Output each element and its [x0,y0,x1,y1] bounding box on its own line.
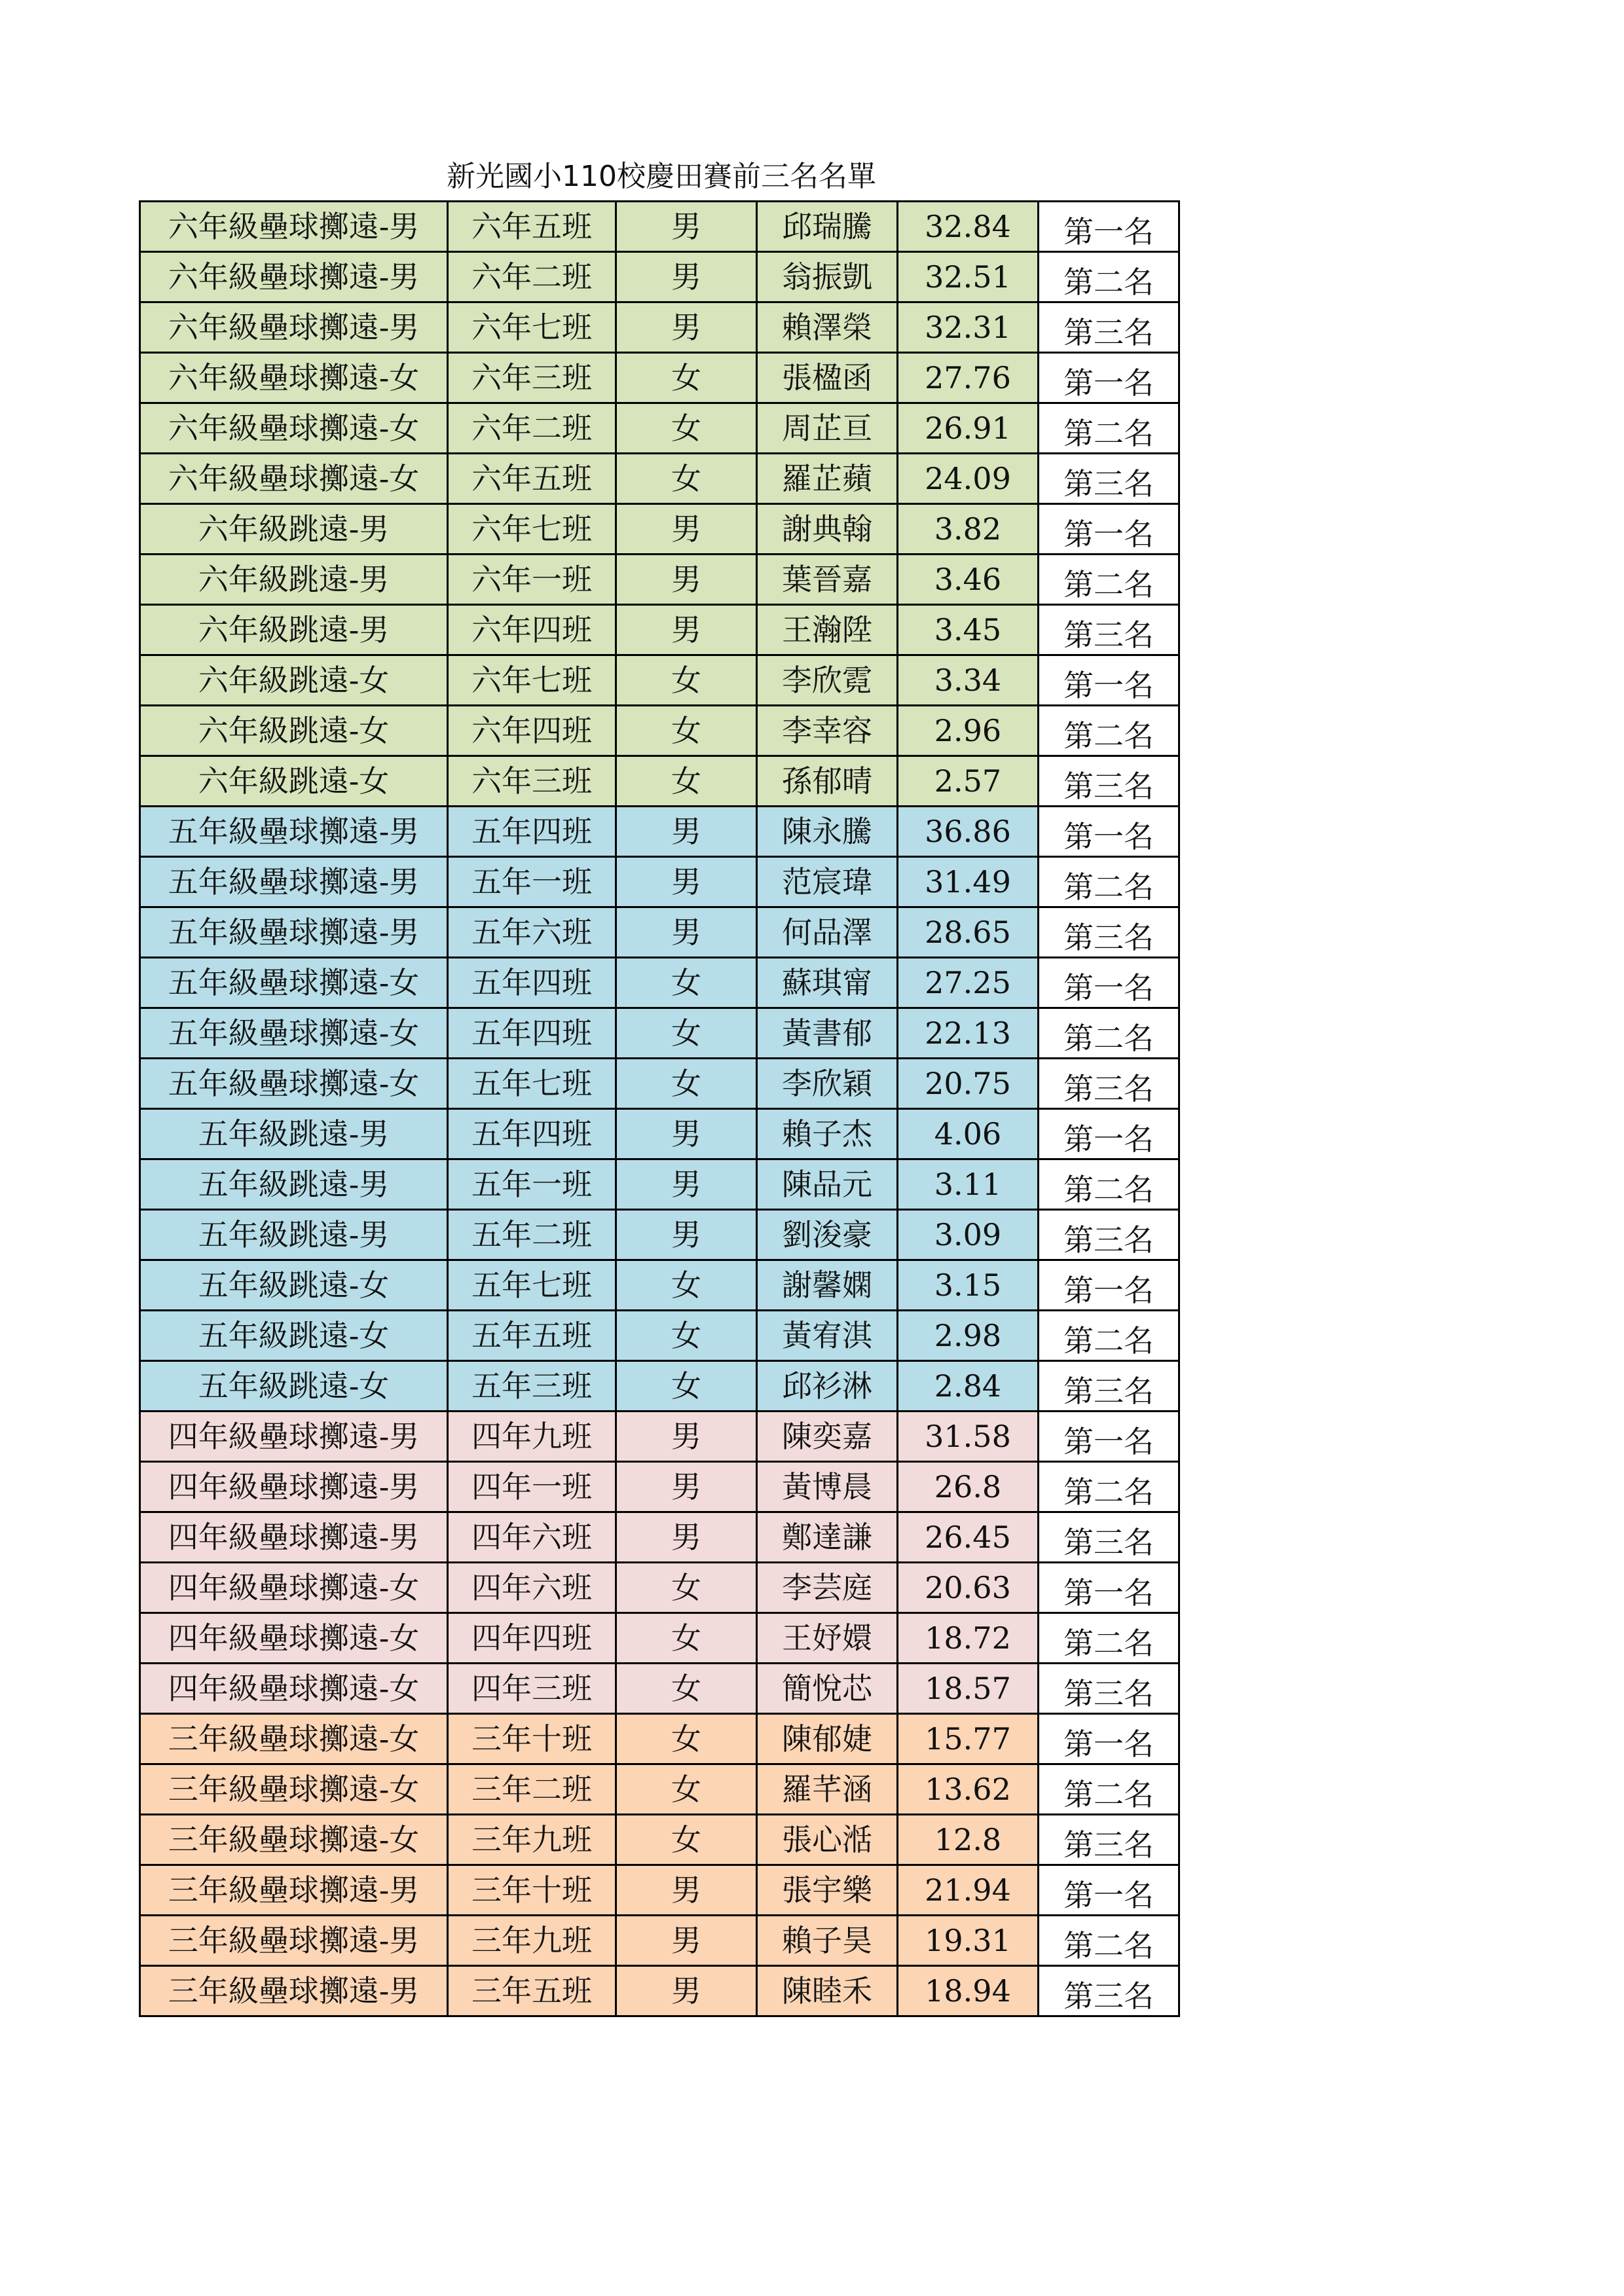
score-cell: 3.15 [898,1260,1039,1311]
event-cell: 六年級跳遠-男 [140,555,448,605]
event-cell: 五年級跳遠-女 [140,1311,448,1361]
student-name-cell: 謝馨嫻 [757,1260,898,1311]
rank-label: 第一名 [1063,214,1154,249]
rank-cell [1039,1361,1179,1412]
rank-cell [1039,1664,1179,1714]
event-cell: 五年級跳遠-女 [140,1361,448,1412]
rank-label: 第一名 [1063,970,1154,1006]
score-cell: 3.11 [898,1159,1039,1210]
score-cell: 3.82 [898,504,1039,555]
score-cell: 2.84 [898,1361,1039,1412]
score-cell: 18.72 [898,1613,1039,1664]
event-cell: 四年級壘球擲遠-女 [140,1563,448,1613]
gender-cell: 女 [616,655,757,706]
rank-label: 第三名 [1063,1071,1154,1106]
rank-label: 第三名 [1063,769,1154,804]
gender-cell: 男 [616,857,757,907]
score-cell: 12.8 [898,1815,1039,1865]
table-row [140,202,1179,252]
class-cell: 五年一班 [448,1159,616,1210]
rank-label: 第二名 [1063,869,1154,905]
rank-cell [1039,958,1179,1008]
student-name-cell: 陳睦禾 [757,1966,898,2016]
gender-cell: 女 [616,1260,757,1311]
score-cell: 32.31 [898,302,1039,353]
gender-cell: 女 [616,353,757,403]
event-cell: 三年級壘球擲遠-女 [140,1714,448,1764]
table-row [140,353,1179,403]
rank-cell [1039,1916,1179,1966]
gender-cell: 女 [616,958,757,1008]
event-cell: 五年級跳遠-女 [140,1260,448,1311]
table-row [140,807,1179,857]
class-cell: 五年四班 [448,958,616,1008]
rank-cell [1039,1008,1179,1059]
class-cell: 三年九班 [448,1916,616,1966]
event-cell: 五年級壘球擲遠-女 [140,958,448,1008]
table-row [140,1815,1179,1865]
rank-label: 第三名 [1063,1827,1154,1863]
rank-cell [1039,1613,1179,1664]
gender-cell: 女 [616,1563,757,1613]
class-cell: 五年一班 [448,857,616,907]
gender-cell: 男 [616,1865,757,1916]
gender-cell: 男 [616,252,757,302]
table-row [140,1008,1179,1059]
student-name-cell: 張楹函 [757,353,898,403]
class-cell: 五年五班 [448,1311,616,1361]
student-name-cell: 范宸瑋 [757,857,898,907]
gender-cell: 男 [616,302,757,353]
table-row [140,1109,1179,1159]
rank-cell [1039,1059,1179,1109]
rank-label: 第二名 [1063,1626,1154,1661]
student-name-cell: 羅芷蘋 [757,454,898,504]
student-name-cell: 黃博晨 [757,1462,898,1512]
table-row [140,1059,1179,1109]
student-name-cell: 黃書郁 [757,1008,898,1059]
table-row [140,605,1179,655]
class-cell: 六年七班 [448,655,616,706]
student-name-cell: 陳郁婕 [757,1714,898,1764]
student-name-cell: 李欣霓 [757,655,898,706]
event-cell: 四年級壘球擲遠-男 [140,1462,448,1512]
student-name-cell: 李芸庭 [757,1563,898,1613]
results-table-body [140,202,1179,2016]
class-cell: 六年七班 [448,302,616,353]
class-cell: 六年二班 [448,403,616,454]
gender-cell: 男 [616,1916,757,1966]
table-row [140,857,1179,907]
event-cell: 六年級跳遠-男 [140,605,448,655]
score-cell: 4.06 [898,1109,1039,1159]
rank-label: 第二名 [1063,1021,1154,1056]
student-name-cell: 王瀚陞 [757,605,898,655]
class-cell: 六年四班 [448,706,616,756]
class-cell: 六年三班 [448,353,616,403]
class-cell: 三年十班 [448,1714,616,1764]
gender-cell: 女 [616,1059,757,1109]
score-cell: 24.09 [898,454,1039,504]
event-cell: 六年級跳遠-女 [140,655,448,706]
rank-label: 第三名 [1063,1525,1154,1560]
rank-cell [1039,605,1179,655]
gender-cell: 女 [616,1764,757,1815]
student-name-cell: 鄭達謙 [757,1512,898,1563]
student-name-cell: 葉晉嘉 [757,555,898,605]
table-row [140,252,1179,302]
event-cell: 六年級壘球擲遠-女 [140,454,448,504]
student-name-cell: 簡悅芯 [757,1664,898,1714]
rank-cell [1039,302,1179,353]
class-cell: 六年五班 [448,454,616,504]
score-cell: 36.86 [898,807,1039,857]
table-row [140,1210,1179,1260]
event-cell: 三年級壘球擲遠-女 [140,1815,448,1865]
document-title: 新光國小110校慶田賽前三名名單 [447,160,876,193]
gender-cell: 女 [616,403,757,454]
table-row [140,1512,1179,1563]
rank-label: 第三名 [1063,1222,1154,1258]
class-cell: 四年九班 [448,1412,616,1462]
event-cell: 六年級跳遠-女 [140,706,448,756]
rank-label: 第三名 [1063,617,1154,653]
gender-cell: 女 [616,1613,757,1664]
rank-cell [1039,1512,1179,1563]
score-cell: 26.45 [898,1512,1039,1563]
class-cell: 四年六班 [448,1563,616,1613]
gender-cell: 男 [616,1109,757,1159]
gender-cell: 男 [616,504,757,555]
table-row [140,1916,1179,1966]
rank-label: 第二名 [1063,264,1154,300]
rank-label: 第二名 [1063,718,1154,754]
table-row [140,1412,1179,1462]
score-cell: 31.49 [898,857,1039,907]
score-cell: 13.62 [898,1764,1039,1815]
rank-label: 第一名 [1063,1121,1154,1157]
class-cell: 五年四班 [448,807,616,857]
event-cell: 三年級壘球擲遠-男 [140,1966,448,2016]
rank-label: 第三名 [1063,466,1154,501]
rank-cell [1039,1109,1179,1159]
class-cell: 六年五班 [448,202,616,252]
score-cell: 18.57 [898,1664,1039,1714]
student-name-cell: 陳永騰 [757,807,898,857]
gender-cell: 男 [616,1412,757,1462]
gender-cell: 女 [616,1815,757,1865]
class-cell: 四年一班 [448,1462,616,1512]
score-cell: 22.13 [898,1008,1039,1059]
student-name-cell: 陳奕嘉 [757,1412,898,1462]
event-cell: 五年級跳遠-男 [140,1210,448,1260]
table-row [140,958,1179,1008]
event-cell: 五年級跳遠-男 [140,1159,448,1210]
class-cell: 四年三班 [448,1664,616,1714]
rank-label: 第三名 [1063,920,1154,955]
rank-label: 第三名 [1063,315,1154,350]
student-name-cell: 黃宥淇 [757,1311,898,1361]
score-cell: 26.8 [898,1462,1039,1512]
table-row [140,907,1179,958]
table-row [140,655,1179,706]
event-cell: 三年級壘球擲遠-女 [140,1764,448,1815]
score-cell: 3.45 [898,605,1039,655]
event-cell: 五年級壘球擲遠-女 [140,1059,448,1109]
score-cell: 27.76 [898,353,1039,403]
rank-cell [1039,1815,1179,1865]
gender-cell: 男 [616,202,757,252]
table-row [140,403,1179,454]
score-cell: 32.84 [898,202,1039,252]
rank-cell [1039,1764,1179,1815]
event-cell: 六年級壘球擲遠-男 [140,302,448,353]
table-row [140,756,1179,807]
event-cell: 三年級壘球擲遠-男 [140,1865,448,1916]
rank-label: 第一名 [1063,1726,1154,1762]
rank-label: 第一名 [1063,1273,1154,1308]
student-name-cell: 賴澤榮 [757,302,898,353]
event-cell: 五年級壘球擲遠-男 [140,857,448,907]
event-cell: 四年級壘球擲遠-女 [140,1664,448,1714]
rank-cell [1039,1462,1179,1512]
table-row [140,1714,1179,1764]
score-cell: 19.31 [898,1916,1039,1966]
rank-label: 第三名 [1063,1978,1154,2014]
class-cell: 三年十班 [448,1865,616,1916]
table-row [140,1764,1179,1815]
score-cell: 27.25 [898,958,1039,1008]
class-cell: 三年九班 [448,1815,616,1865]
rank-label: 第二名 [1063,1777,1154,1812]
class-cell: 三年二班 [448,1764,616,1815]
student-name-cell: 羅芊涵 [757,1764,898,1815]
score-cell: 15.77 [898,1714,1039,1764]
table-row [140,706,1179,756]
score-cell: 31.58 [898,1412,1039,1462]
table-row [140,555,1179,605]
table-row [140,1361,1179,1412]
student-name-cell: 邱衫淋 [757,1361,898,1412]
table-row [140,1260,1179,1311]
rank-label: 第二名 [1063,567,1154,602]
rank-label: 第一名 [1063,668,1154,703]
table-row [140,1966,1179,2016]
gender-cell: 男 [616,555,757,605]
gender-cell: 女 [616,1714,757,1764]
rank-cell [1039,1563,1179,1613]
rank-label: 第一名 [1063,1575,1154,1611]
rank-cell [1039,756,1179,807]
student-name-cell: 何品澤 [757,907,898,958]
rank-cell [1039,857,1179,907]
rank-label: 第三名 [1063,1374,1154,1409]
gender-cell: 女 [616,706,757,756]
student-name-cell: 邱瑞騰 [757,202,898,252]
rank-cell [1039,1260,1179,1311]
class-cell: 五年三班 [448,1361,616,1412]
gender-cell: 男 [616,1966,757,2016]
rank-label: 第一名 [1063,1424,1154,1459]
class-cell: 四年四班 [448,1613,616,1664]
event-cell: 六年級跳遠-女 [140,756,448,807]
rank-cell [1039,1966,1179,2016]
event-cell: 六年級壘球擲遠-女 [140,403,448,454]
rank-cell [1039,1865,1179,1916]
student-name-cell: 陳品元 [757,1159,898,1210]
class-cell: 六年二班 [448,252,616,302]
score-cell: 32.51 [898,252,1039,302]
table-row [140,1563,1179,1613]
student-name-cell: 賴子杰 [757,1109,898,1159]
gender-cell: 女 [616,1311,757,1361]
score-cell: 3.46 [898,555,1039,605]
score-cell: 18.94 [898,1966,1039,2016]
rank-cell [1039,655,1179,706]
gender-cell: 女 [616,454,757,504]
gender-cell: 男 [616,807,757,857]
rank-label: 第一名 [1063,517,1154,552]
score-cell: 3.34 [898,655,1039,706]
event-cell: 四年級壘球擲遠-男 [140,1512,448,1563]
gender-cell: 男 [616,1210,757,1260]
event-cell: 六年級壘球擲遠-男 [140,202,448,252]
rank-cell [1039,403,1179,454]
class-cell: 四年六班 [448,1512,616,1563]
student-name-cell: 張心湉 [757,1815,898,1865]
student-name-cell: 李幸容 [757,706,898,756]
event-cell: 五年級壘球擲遠-男 [140,907,448,958]
event-cell: 三年級壘球擲遠-男 [140,1916,448,1966]
gender-cell: 男 [616,1159,757,1210]
table-row [140,1664,1179,1714]
class-cell: 五年六班 [448,907,616,958]
student-name-cell: 蘇琪甯 [757,958,898,1008]
rank-cell [1039,907,1179,958]
rank-cell [1039,1159,1179,1210]
event-cell: 五年級跳遠-男 [140,1109,448,1159]
event-cell: 五年級壘球擲遠-女 [140,1008,448,1059]
class-cell: 六年七班 [448,504,616,555]
table-row [140,1159,1179,1210]
gender-cell: 女 [616,1361,757,1412]
table-row [140,454,1179,504]
table-row [140,1311,1179,1361]
gender-cell: 女 [616,1008,757,1059]
gender-cell: 男 [616,605,757,655]
table-row [140,504,1179,555]
rank-label: 第二名 [1063,1474,1154,1510]
score-cell: 28.65 [898,907,1039,958]
rank-label: 第一名 [1063,819,1154,854]
event-cell: 四年級壘球擲遠-男 [140,1412,448,1462]
student-name-cell: 翁振凱 [757,252,898,302]
class-cell: 五年四班 [448,1008,616,1059]
results-table [139,200,1180,2017]
event-cell: 六年級壘球擲遠-女 [140,353,448,403]
rank-label: 第二名 [1063,1323,1154,1358]
student-name-cell: 謝典翰 [757,504,898,555]
rank-cell [1039,1210,1179,1260]
student-name-cell: 王妤嬛 [757,1613,898,1664]
rank-label: 第三名 [1063,1676,1154,1711]
class-cell: 五年七班 [448,1260,616,1311]
rank-label: 第一名 [1063,365,1154,401]
event-cell: 六年級跳遠-男 [140,504,448,555]
score-cell: 21.94 [898,1865,1039,1916]
event-cell: 六年級壘球擲遠-男 [140,252,448,302]
rank-cell [1039,252,1179,302]
rank-label: 第二名 [1063,416,1154,451]
table-row [140,1462,1179,1512]
score-cell: 20.75 [898,1059,1039,1109]
rank-label: 第一名 [1063,1878,1154,1913]
gender-cell: 男 [616,907,757,958]
student-name-cell: 周芷亘 [757,403,898,454]
score-cell: 20.63 [898,1563,1039,1613]
score-cell: 2.96 [898,706,1039,756]
class-cell: 六年四班 [448,605,616,655]
table-row [140,1865,1179,1916]
score-cell: 26.91 [898,403,1039,454]
student-name-cell: 孫郁晴 [757,756,898,807]
rank-cell [1039,202,1179,252]
rank-cell [1039,1714,1179,1764]
rank-cell [1039,706,1179,756]
rank-cell [1039,1311,1179,1361]
score-cell: 2.98 [898,1311,1039,1361]
table-row [140,302,1179,353]
event-cell: 五年級壘球擲遠-男 [140,807,448,857]
student-name-cell: 李欣穎 [757,1059,898,1109]
student-name-cell: 張宇樂 [757,1865,898,1916]
rank-cell [1039,504,1179,555]
score-cell: 3.09 [898,1210,1039,1260]
rank-cell [1039,555,1179,605]
rank-cell [1039,353,1179,403]
gender-cell: 男 [616,1462,757,1512]
rank-cell [1039,1412,1179,1462]
class-cell: 五年四班 [448,1109,616,1159]
gender-cell: 男 [616,1512,757,1563]
class-cell: 五年二班 [448,1210,616,1260]
class-cell: 五年七班 [448,1059,616,1109]
gender-cell: 女 [616,1664,757,1714]
score-cell: 2.57 [898,756,1039,807]
event-cell: 四年級壘球擲遠-女 [140,1613,448,1664]
rank-label: 第二名 [1063,1928,1154,1963]
rank-cell [1039,454,1179,504]
student-name-cell: 賴子昊 [757,1916,898,1966]
rank-label: 第二名 [1063,1172,1154,1207]
class-cell: 六年一班 [448,555,616,605]
table-row [140,1613,1179,1664]
gender-cell: 女 [616,756,757,807]
class-cell: 三年五班 [448,1966,616,2016]
student-name-cell: 劉浚豪 [757,1210,898,1260]
class-cell: 六年三班 [448,756,616,807]
rank-cell [1039,807,1179,857]
